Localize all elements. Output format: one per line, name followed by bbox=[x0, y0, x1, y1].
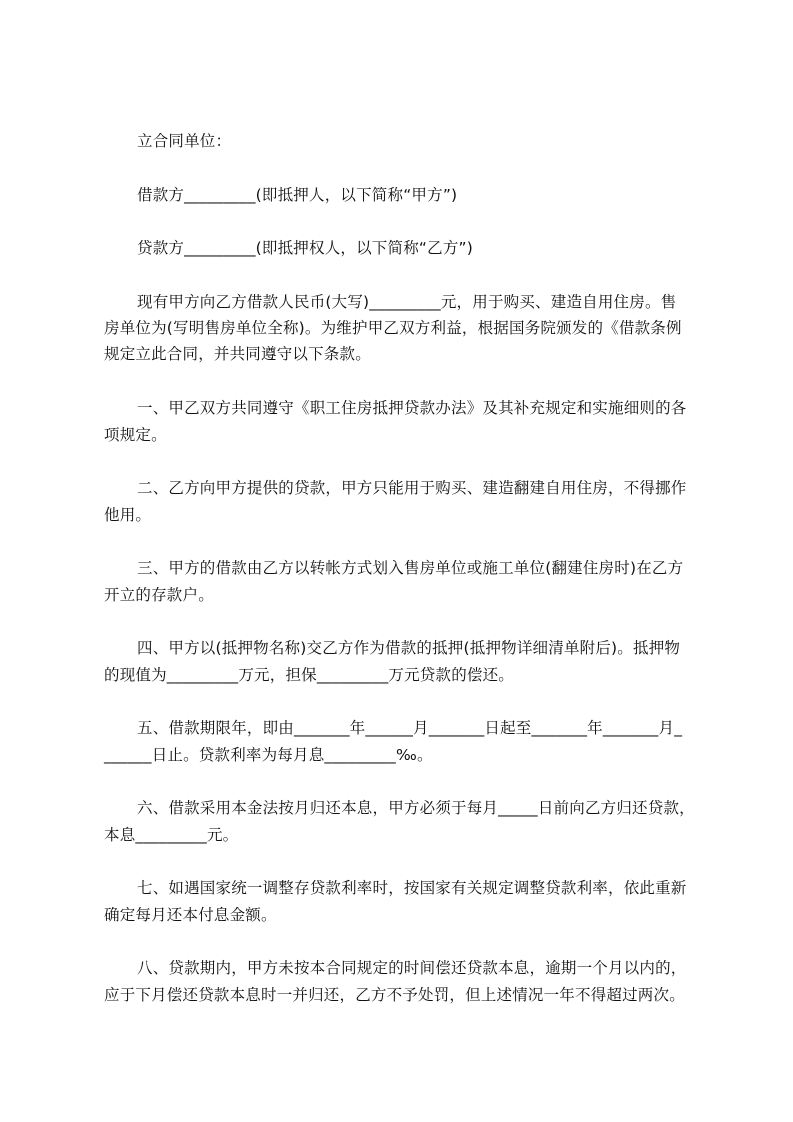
clause-2-line: 二、乙方向甲方提供的贷款，甲方只能用于购买、建造翻建自用住房，不得挪作 bbox=[137, 479, 687, 497]
clause-3-line: 开立的存款户。 bbox=[104, 586, 214, 604]
contract-units-label: 立合同单位： bbox=[137, 132, 232, 150]
clause-8-line: 八、贷款期内，甲方未按本合同规定的时间偿还贷款本息，逾期一个月以内的， bbox=[137, 959, 687, 977]
clause-3-line: 三、甲方的借款由乙方以转帐方式划入售房单位或施工单位(翻建住房时)在乙方 bbox=[137, 559, 684, 577]
preamble-line: 规定立此合同，并共同遵守以下条款。 bbox=[104, 345, 371, 363]
clause-6-line: 六、借款采用本金法按月归还本息，甲方必须于每月_____日前向乙方归还贷款， bbox=[137, 799, 695, 817]
clause-2-line: 他用。 bbox=[104, 506, 152, 524]
clause-4-line: 四、甲方以(抵押物名称)交乙方作为借款的抵押(抵押物详细清单附后)。抵押物 bbox=[137, 639, 681, 657]
preamble-line: 房单位为(写明售房单位全称)。为维护甲乙双方利益，根据国务院颁发的《借款条例 bbox=[104, 319, 682, 337]
clause-1-line: 一、甲乙双方共同遵守《职工住房抵押贷款办法》及其补充规定和实施细则的各 bbox=[137, 399, 687, 417]
clause-8-line: 应于下月偿还贷款本息时一并归还，乙方不予处罚，但上述情况一年不得超过两次。 bbox=[104, 986, 685, 1004]
lender-line: 贷款方_________(即抵押权人，以下简称“乙方”) bbox=[137, 239, 474, 257]
clause-7-line: 确定每月还本付息金额。 bbox=[104, 906, 277, 924]
preamble-line: 现有甲方向乙方借款人民币(大写)_________元，用于购买、建造自用住房。售 bbox=[137, 293, 677, 311]
clause-7-line: 七、如遇国家统一调整存贷款利率时，按国家有关规定调整贷款利率，依此重新 bbox=[137, 879, 687, 897]
borrower-line: 借款方_________(即抵押人，以下简称“甲方”) bbox=[137, 186, 458, 204]
clause-5-line: ______日止。贷款利率为每月息_________‰。 bbox=[104, 746, 433, 764]
clause-1-line: 项规定。 bbox=[104, 426, 167, 444]
clause-5-line: 五、借款期限年，即由_______年______月_______日起至_______年_______月_ bbox=[137, 719, 683, 737]
clause-6-line: 本息_________元。 bbox=[104, 826, 239, 844]
clause-4-line: 的现值为_________万元，担保_________万元贷款的偿还。 bbox=[104, 666, 515, 684]
